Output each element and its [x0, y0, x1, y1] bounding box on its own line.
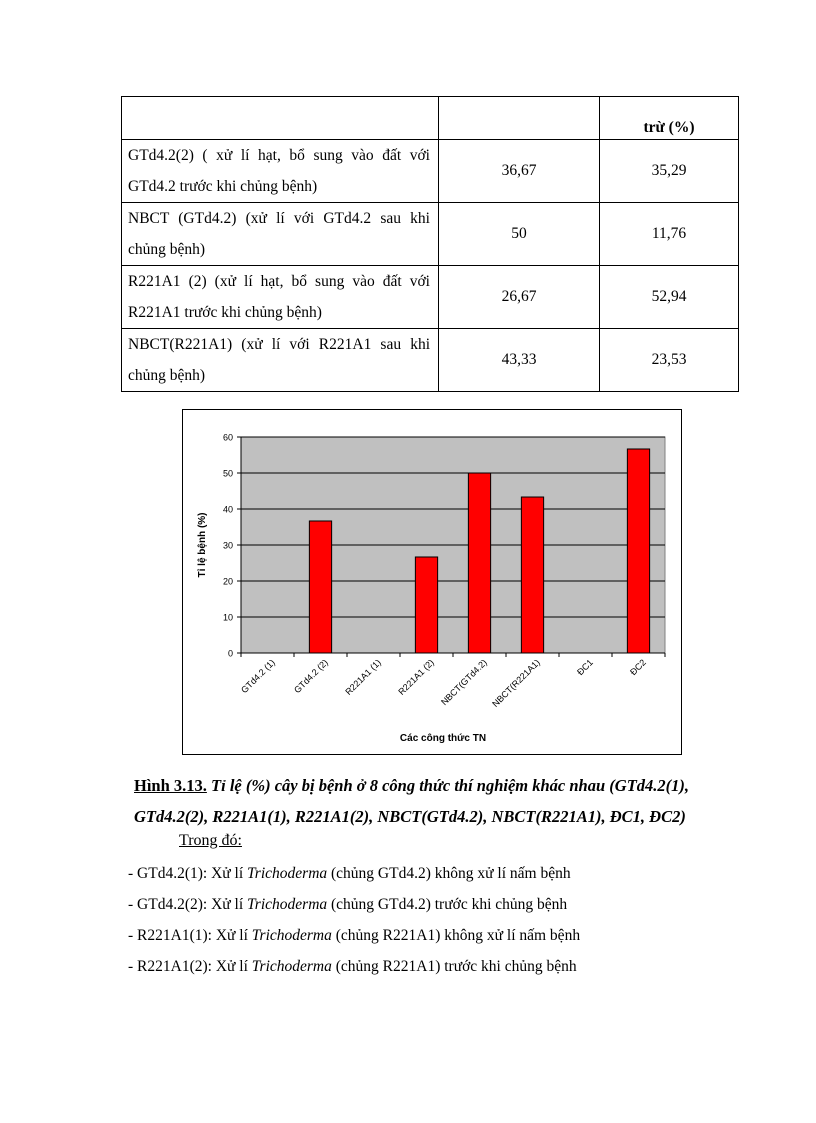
note-suffix: (chủng R221A1) không xử lí nấm bệnh [331, 927, 581, 944]
note-organism: Trichoderma [251, 927, 332, 944]
y-tick-label: 10 [222, 612, 233, 623]
y-tick-label: 60 [222, 432, 233, 443]
note-suffix: (chủng R221A1) trước khi chủng bệnh [331, 958, 577, 975]
list-item [128, 925, 580, 956]
note-organism: Trichoderma [251, 958, 332, 975]
row-label: NBCT (GTd4.2) (xử lí với GTd4.2 sau khi chủng bệnh) [122, 203, 439, 266]
note-prefix: - GTd4.2(1): Xử lí [128, 865, 248, 882]
list-item [128, 863, 580, 894]
table-row [122, 203, 739, 266]
row-reduction: 35,29 [600, 140, 739, 203]
row-rate: 43,33 [439, 329, 600, 392]
caption-text-line2: GTd4.2(2), R221A1(1), R221A1(2), NBCT(GTd4.2), NBCT(R221A1), ĐC1, ĐC2) [134, 807, 686, 826]
row-reduction: 23,53 [600, 329, 739, 392]
bar [309, 521, 331, 653]
row-reduction: 11,76 [600, 203, 739, 266]
x-tick-label: GTd4.2 (2) [292, 657, 330, 696]
note-organism: Trichoderma [247, 896, 328, 913]
x-tick-label: NBCT(GTd4.2) [439, 657, 489, 708]
figure-caption [134, 770, 744, 832]
row-rate: 26,67 [439, 266, 600, 329]
x-tick-label: R221A1 (2) [396, 657, 436, 697]
notes-heading: Trong đó: [179, 832, 242, 849]
x-tick-label: R221A1 (1) [343, 657, 383, 697]
x-axis-label: Các công thức TN [399, 733, 487, 744]
header-cell-formula [122, 97, 439, 140]
list-item [128, 894, 580, 925]
figure-number: Hình 3.13. [134, 776, 207, 795]
bar [468, 473, 490, 653]
note-organism: Trichoderma [247, 865, 328, 882]
results-table [121, 96, 739, 392]
bar [415, 557, 437, 653]
table-row [122, 140, 739, 203]
bar [627, 449, 649, 653]
row-rate: 36,67 [439, 140, 600, 203]
note-suffix: (chủng GTd4.2) không xử lí nấm bệnh [327, 865, 571, 882]
y-axis-label: Tỉ lệ bệnh (%) [197, 512, 208, 578]
table-header-row [122, 97, 739, 140]
x-tick-label: ĐC2 [628, 657, 648, 678]
row-label: NBCT(R221A1) (xử lí với R221A1 sau khi chủng bệnh) [122, 329, 439, 392]
y-tick-label: 40 [222, 504, 233, 515]
header-cell-rate [439, 97, 600, 140]
note-prefix: - GTd4.2(2): Xử lí [128, 896, 248, 913]
x-tick-label: ĐC1 [575, 657, 595, 678]
y-axis [223, 433, 241, 659]
row-rate: 50 [439, 203, 600, 266]
table-row [122, 266, 739, 329]
x-tick-label: GTd4.2 (1) [239, 657, 277, 696]
row-reduction: 52,94 [600, 266, 739, 329]
caption-text-line1: Tỉ lệ (%) cây bị bệnh ở 8 công thức thí nghiệm khác nhau (GTd4.2(1), [206, 776, 690, 795]
x-axis [239, 653, 665, 709]
row-label: R221A1 (2) (xử lí hạt, bổ sung vào đất với R221A1 trước khi chủng bệnh) [122, 266, 439, 329]
chart-svg [183, 410, 681, 754]
y-tick-label: 30 [222, 540, 233, 551]
row-label: GTd4.2(2) ( xử lí hạt, bổ sung vào đất với GTd4.2 trước khi chủng bệnh) [122, 140, 439, 203]
x-tick-label: NBCT(R221A1) [490, 657, 542, 709]
table-row [122, 329, 739, 392]
y-tick-label: 0 [227, 648, 233, 659]
note-suffix: (chủng GTd4.2) trước khi chủng bệnh [327, 896, 568, 913]
list-item [128, 956, 580, 987]
notes-list [128, 863, 580, 987]
header-cell-reduction: trừ (%) [600, 97, 739, 140]
bar [521, 497, 543, 653]
note-prefix: - R221A1(2): Xử lí [128, 958, 252, 975]
disease-rate-chart [182, 409, 682, 755]
y-tick-label: 20 [222, 576, 233, 587]
y-tick-label: 50 [222, 468, 233, 479]
note-prefix: - R221A1(1): Xử lí [128, 927, 252, 944]
